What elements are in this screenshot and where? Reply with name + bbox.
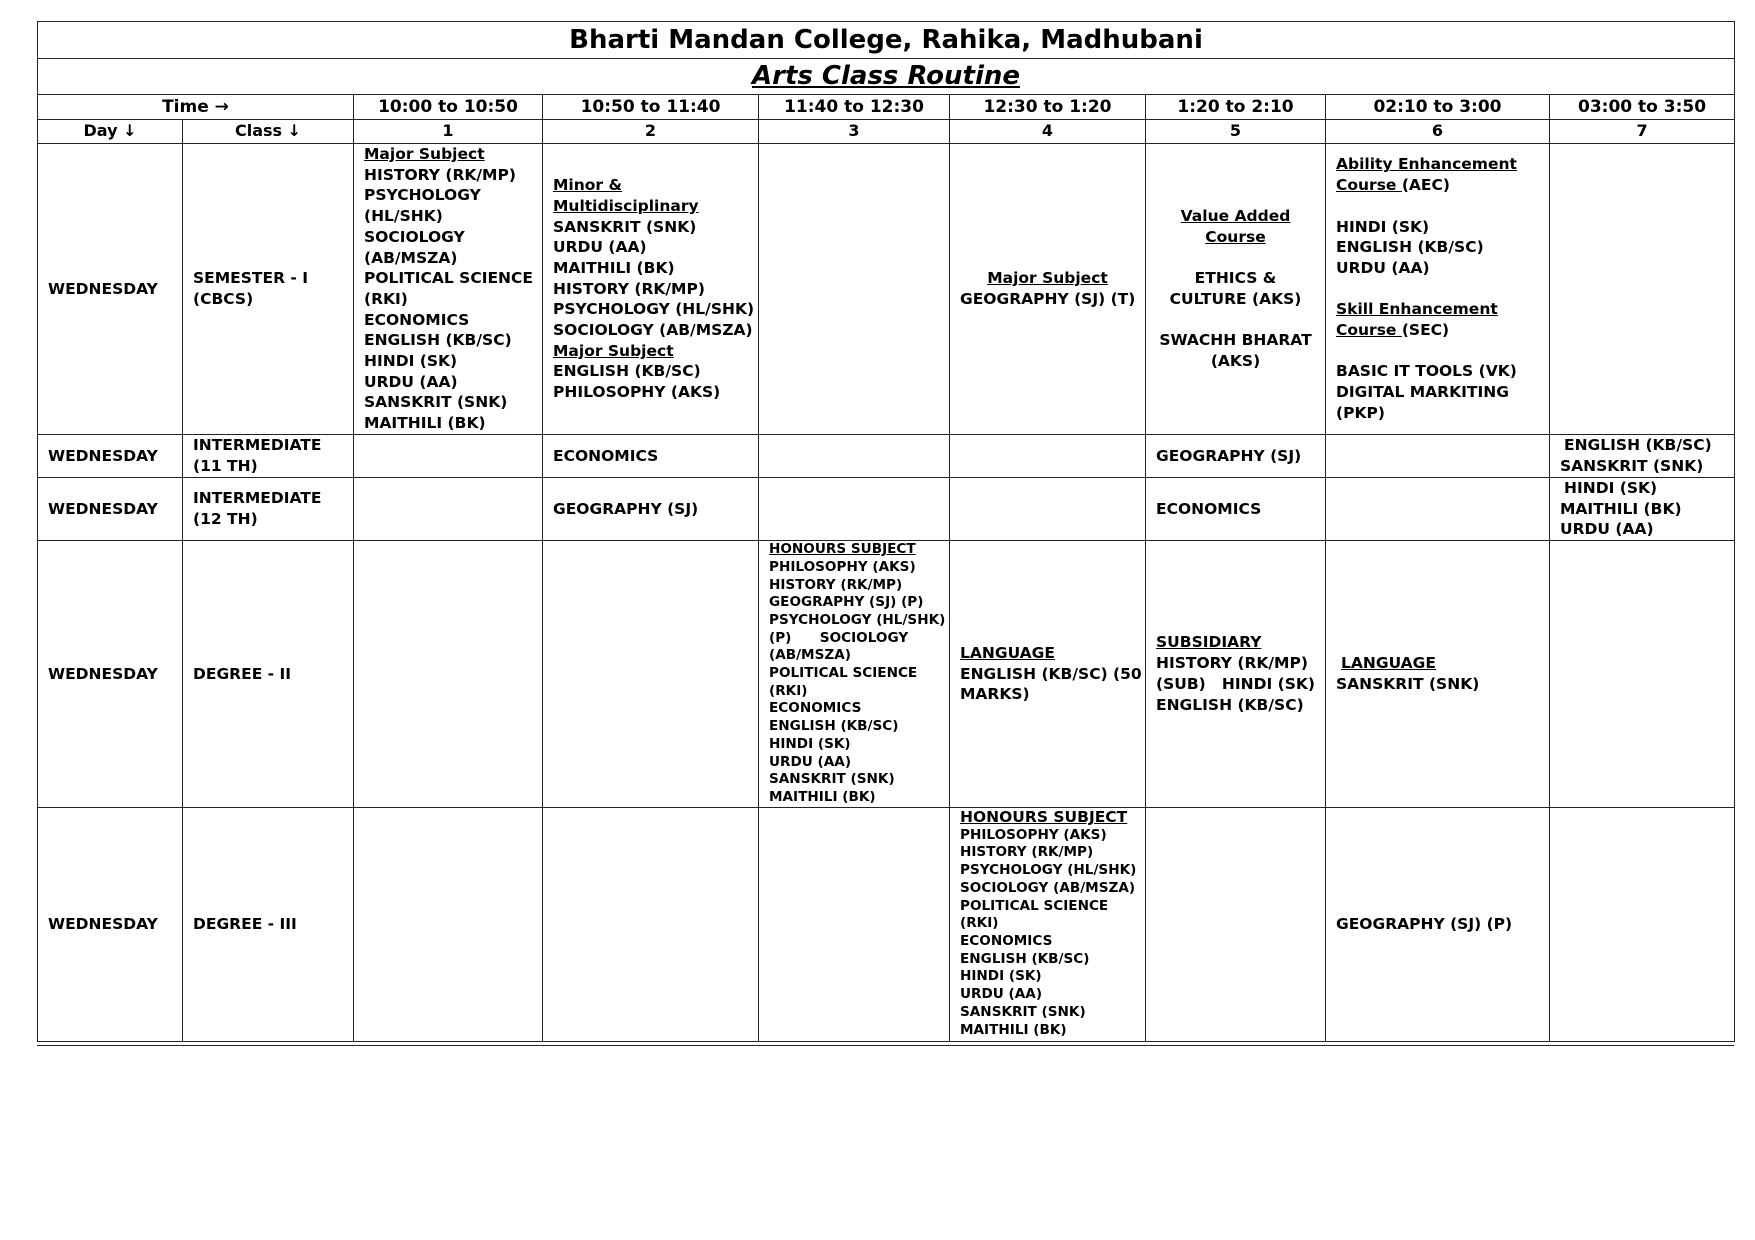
class-cell: INTERMEDIATE (11 TH): [183, 435, 354, 478]
class-label: Class ↓: [183, 120, 354, 144]
cell-period-4: HONOURS SUBJECT PHILOSOPHY (AKS) HISTORY (RK/MP) PSYCHOLOGY (HL/SHK) SOCIOLOGY (AB/MSZA) POLITICAL SCIENCE (RKI) ECONOMICS ENGLISH (KB/SC) HINDI (SK) URDU (AA) SANSKRIT (SNK) MAITHILI (BK): [950, 807, 1146, 1041]
cell-heading: Value Added: [1180, 207, 1291, 226]
cell-period-2: Minor & Multidisciplinary SANSKRIT (SNK) URDU (AA) MAITHILI (BK) HISTORY (RK/MP) PSYCHOLOGY (HL/SHK) SOCIOLOGY (AB/MSZA) Major Subject ENGLISH (KB/SC) PHILOSOPHY (AKS): [543, 144, 759, 435]
cell-period-3: [759, 144, 950, 435]
table-bottom-rule: [37, 1045, 1734, 1046]
day-cell: WEDNESDAY: [38, 478, 183, 541]
cell-period-2: GEOGRAPHY (SJ): [543, 478, 759, 541]
cell-heading: Ability Enhancement: [1336, 155, 1517, 174]
cell-period-1: [354, 435, 543, 478]
cell-heading: Major Subject: [987, 269, 1108, 288]
cell-period-5: Value Added Course ETHICS & CULTURE (AKS) SWACHH BHARAT (AKS): [1146, 144, 1326, 435]
cell-period-6: [1326, 478, 1550, 541]
class-cell: SEMESTER - I (CBCS): [183, 144, 354, 435]
cell-period-5: SUBSIDIARY HISTORY (RK/MP) (SUB) HINDI (SK) ENGLISH (KB/SC): [1146, 541, 1326, 808]
time-label: Time →: [38, 95, 354, 120]
slot-1: 10:00 to 10:50: [354, 95, 543, 120]
cell-period-1: [354, 541, 543, 808]
slot-2: 10:50 to 11:40: [543, 95, 759, 120]
cell-period-7: [1550, 541, 1735, 808]
table-row: [38, 478, 1735, 541]
cell-period-1: [354, 807, 543, 1041]
period-1: 1: [354, 120, 543, 144]
cell-period-4: [950, 478, 1146, 541]
cell-period-4: LANGUAGE ENGLISH (KB/SC) (50 MARKS): [950, 541, 1146, 808]
cell-heading: HONOURS SUBJECT: [769, 541, 916, 558]
cell-period-7: [1550, 144, 1735, 435]
cell-heading: LANGUAGE: [1341, 654, 1436, 673]
period-5: 5: [1146, 120, 1326, 144]
time-header-row: [38, 95, 1735, 120]
cell-heading: HONOURS SUBJECT: [960, 808, 1128, 827]
routine-sheet: [37, 21, 1734, 1042]
cell-period-6: Ability Enhancement Course (AEC) HINDI (SK) ENGLISH (KB/SC) URDU (AA) Skill Enhancement Course (SEC) BASIC IT TOOLS (VK) DIGITAL MARKITING (PKP): [1326, 144, 1550, 435]
cell-period-4: [950, 435, 1146, 478]
cell-period-5: GEOGRAPHY (SJ): [1146, 435, 1326, 478]
cell-heading: Minor &: [553, 176, 622, 195]
period-header-row: [38, 120, 1735, 144]
slot-4: 12:30 to 1:20: [950, 95, 1146, 120]
routine-table: [37, 21, 1735, 1042]
cell-period-2: ECONOMICS: [543, 435, 759, 478]
cell-period-7: HINDI (SK) MAITHILI (BK) URDU (AA): [1550, 478, 1735, 541]
table-row: [38, 541, 1735, 808]
cell-period-2: [543, 541, 759, 808]
cell-period-3: HONOURS SUBJECT PHILOSOPHY (AKS) HISTORY (RK/MP) GEOGRAPHY (SJ) (P) PSYCHOLOGY (HL/SHK) (P) SOCIOLOGY (AB/MSZA) POLITICAL SCIENCE (RKI) ECONOMICS ENGLISH (KB/SC) HINDI (SK) URDU (AA) SANSKRIT (SNK) MAITHILI (BK): [759, 541, 950, 808]
day-cell: WEDNESDAY: [38, 541, 183, 808]
cell-heading: LANGUAGE: [960, 643, 1055, 662]
cell-period-1: [354, 478, 543, 541]
slot-6: 02:10 to 3:00: [1326, 95, 1550, 120]
page-subtitle: Arts Class Routine: [38, 59, 1735, 95]
class-cell: INTERMEDIATE (12 TH): [183, 478, 354, 541]
slot-7: 03:00 to 3:50: [1550, 95, 1735, 120]
cell-heading: Major Subject: [553, 341, 674, 360]
cell-period-1: Major Subject HISTORY (RK/MP) PSYCHOLOGY (HL/SHK) SOCIOLOGY (AB/MSZA) POLITICAL SCIENCE (RKI) ECONOMICS ENGLISH (KB/SC) HINDI (SK) URDU (AA) SANSKRIT (SNK) MAITHILI (BK): [354, 144, 543, 435]
period-4: 4: [950, 120, 1146, 144]
day-label: Day ↓: [38, 120, 183, 144]
table-row: [38, 807, 1735, 1041]
cell-period-3: [759, 807, 950, 1041]
period-3: 3: [759, 120, 950, 144]
day-cell: WEDNESDAY: [38, 144, 183, 435]
period-7: 7: [1550, 120, 1735, 144]
cell-period-4: Major Subject GEOGRAPHY (SJ) (T): [950, 144, 1146, 435]
period-2: 2: [543, 120, 759, 144]
cell-period-7: ENGLISH (KB/SC) SANSKRIT (SNK): [1550, 435, 1735, 478]
class-cell: DEGREE - III: [183, 807, 354, 1041]
cell-heading: Major Subject: [364, 145, 485, 163]
day-cell: WEDNESDAY: [38, 807, 183, 1041]
cell-period-2: [543, 807, 759, 1041]
cell-period-6: [1326, 435, 1550, 478]
cell-period-3: [759, 478, 950, 541]
table-row: [38, 435, 1735, 478]
cell-period-3: [759, 435, 950, 478]
cell-period-6: GEOGRAPHY (SJ) (P): [1326, 807, 1550, 1041]
cell-period-6: LANGUAGE SANSKRIT (SNK): [1326, 541, 1550, 808]
day-cell: WEDNESDAY: [38, 435, 183, 478]
cell-period-5: ECONOMICS: [1146, 478, 1326, 541]
page-title: Bharti Mandan College, Rahika, Madhubani: [38, 22, 1735, 59]
cell-heading: SUBSIDIARY: [1156, 633, 1262, 652]
cell-period-5: [1146, 807, 1326, 1041]
cell-period-7: [1550, 807, 1735, 1041]
table-row: [38, 144, 1735, 435]
class-cell: DEGREE - II: [183, 541, 354, 808]
cell-heading: Skill Enhancement: [1336, 300, 1498, 319]
slot-3: 11:40 to 12:30: [759, 95, 950, 120]
period-6: 6: [1326, 120, 1550, 144]
slot-5: 1:20 to 2:10: [1146, 95, 1326, 120]
